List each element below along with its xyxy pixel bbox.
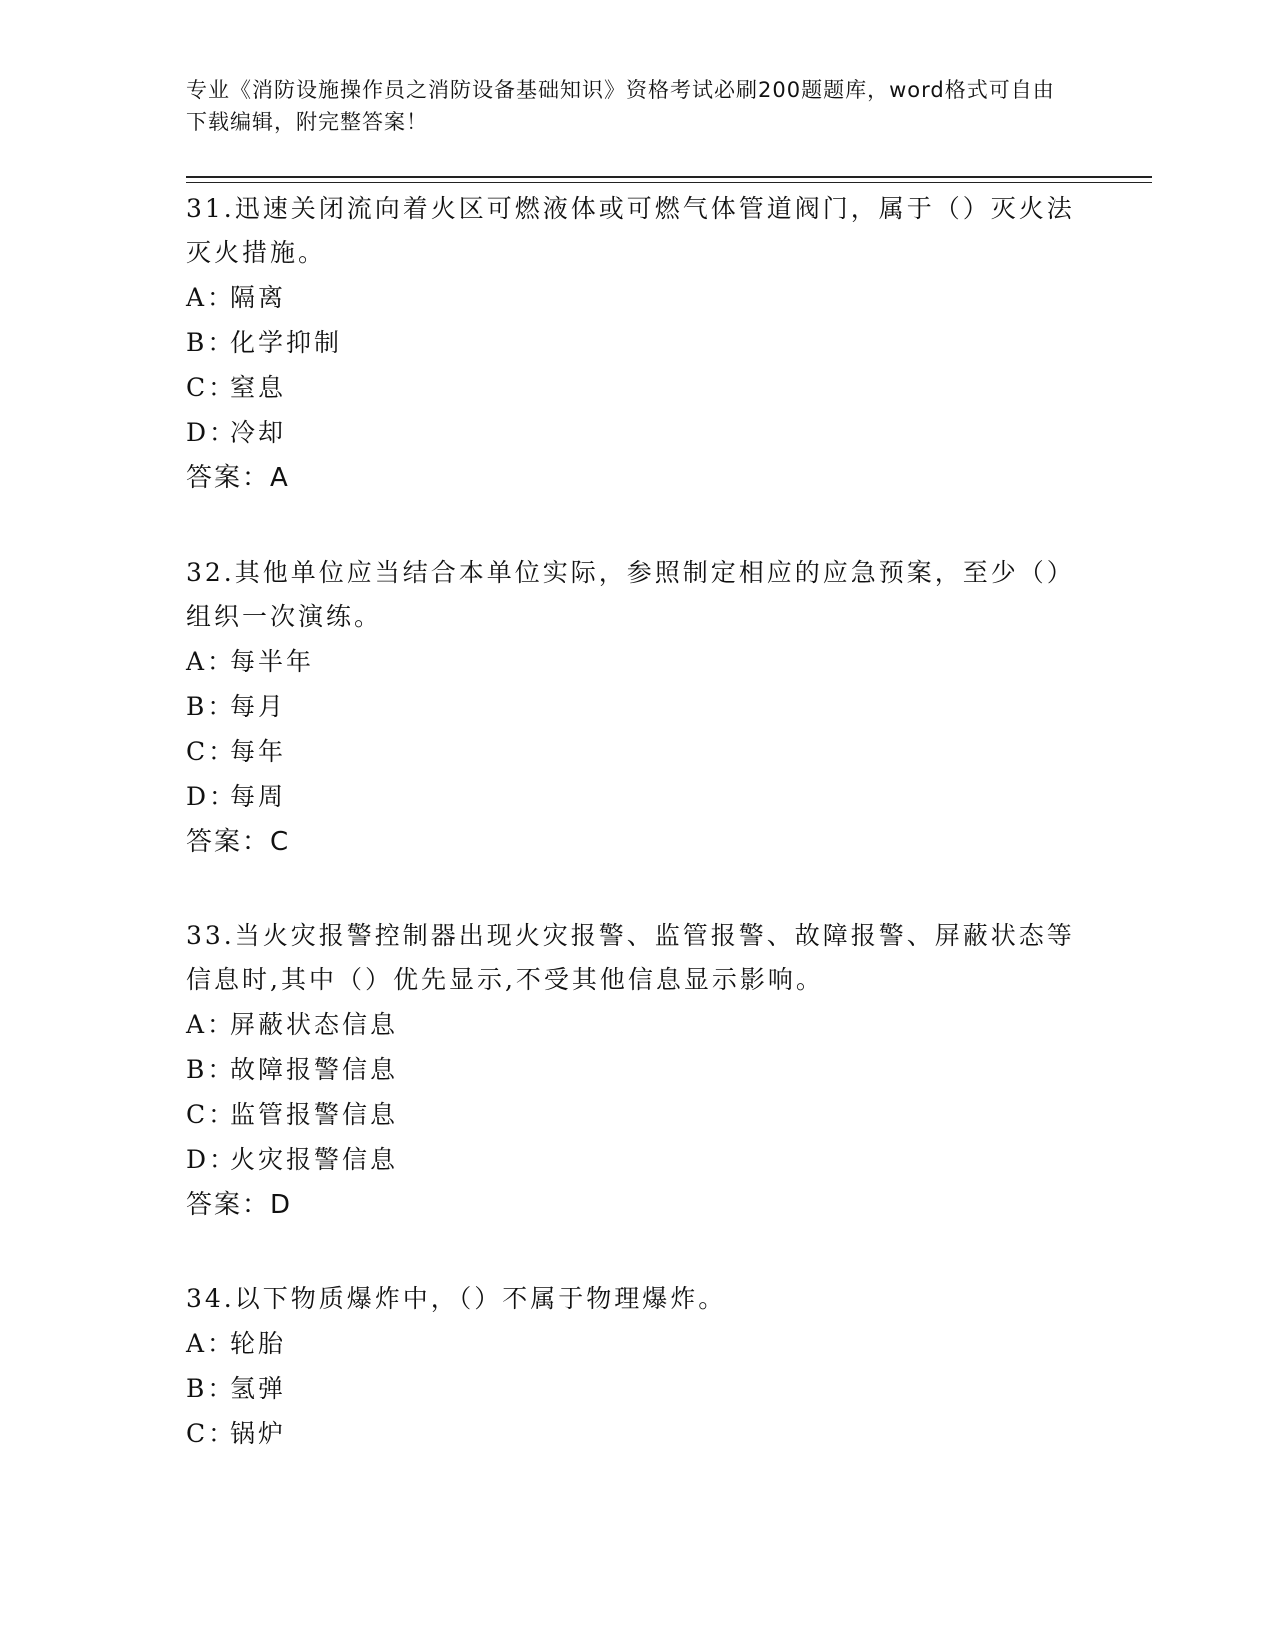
- option-text: 每年: [230, 737, 287, 766]
- header-divider-thin: [186, 182, 1152, 183]
- header-text: 专业《消防设施操作员之消防设备基础知识》资格考试必刷200题题库，word格式可自由下载编辑，附完整答案！: [186, 78, 1055, 134]
- question-32: [186, 551, 1086, 865]
- option-d: [186, 774, 1086, 819]
- option-key: B：: [186, 1055, 236, 1084]
- option-key: B：: [186, 692, 236, 721]
- answer-line: 答案：D: [186, 1190, 293, 1220]
- answer-line: 答案：A: [186, 463, 290, 493]
- option-c: [186, 729, 1086, 774]
- option-key: B：: [186, 328, 236, 357]
- question-stem: 34.以下物质爆炸中，（）不属于物理爆炸。: [186, 1284, 727, 1313]
- option-key: C：: [186, 1419, 237, 1448]
- option-d: [186, 410, 1086, 455]
- option-text: 每月: [230, 692, 287, 721]
- option-text: 故障报警信息: [230, 1055, 399, 1084]
- header-divider-thick: [186, 176, 1152, 178]
- option-d: [186, 1137, 1086, 1182]
- option-a: [186, 1002, 1086, 1047]
- option-key: D：: [186, 1145, 238, 1174]
- option-text: 锅炉: [230, 1419, 287, 1448]
- option-text: 每半年: [230, 647, 315, 676]
- question-33: [186, 914, 1086, 1228]
- option-key: C：: [186, 373, 237, 402]
- question-stem: 31.迅速关闭流向着火区可燃液体或可燃气体管道阀门，属于（）灭火法灭火措施。: [186, 194, 1075, 267]
- option-text: 屏蔽状态信息: [230, 1010, 399, 1039]
- option-c: [186, 1092, 1086, 1137]
- option-text: 窒息: [230, 373, 287, 402]
- option-key: A：: [186, 1010, 236, 1039]
- question-stem: 32.其他单位应当结合本单位实际，参照制定相应的应急预案，至少（）组织一次演练。: [186, 558, 1075, 631]
- option-b: [186, 320, 1086, 365]
- option-a: [186, 639, 1086, 684]
- option-b: [186, 1366, 1086, 1411]
- option-text: 轮胎: [230, 1329, 287, 1358]
- option-text: 隔离: [230, 283, 287, 312]
- option-key: B：: [186, 1374, 236, 1403]
- option-text: 火灾报警信息: [230, 1145, 399, 1174]
- option-c: [186, 1411, 1086, 1456]
- question-34: [186, 1277, 1086, 1456]
- option-key: C：: [186, 1100, 237, 1129]
- option-a: [186, 1321, 1086, 1366]
- option-text: 氢弹: [230, 1374, 287, 1403]
- option-c: [186, 365, 1086, 410]
- option-key: A：: [186, 283, 236, 312]
- document-header: [186, 74, 1066, 138]
- option-text: 每周: [230, 782, 287, 811]
- option-text: 冷却: [230, 418, 287, 447]
- option-key: C：: [186, 737, 237, 766]
- answer-line: 答案：C: [186, 827, 291, 857]
- option-b: [186, 684, 1086, 729]
- option-b: [186, 1047, 1086, 1092]
- option-text: 监管报警信息: [230, 1100, 399, 1129]
- option-key: D：: [186, 418, 238, 447]
- option-a: [186, 275, 1086, 320]
- option-key: D：: [186, 782, 238, 811]
- option-text: 化学抑制: [230, 328, 343, 357]
- question-31: [186, 187, 1086, 501]
- question-stem: 33.当火灾报警控制器出现火灾报警、监管报警、故障报警、屏蔽状态等信息时,其中（）优先显示,不受其他信息显示影响。: [186, 921, 1075, 994]
- option-key: A：: [186, 1329, 236, 1358]
- option-key: A：: [186, 647, 236, 676]
